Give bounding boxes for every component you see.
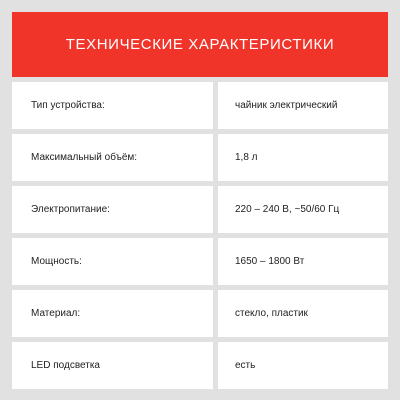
spec-row-max-volume <box>12 134 388 181</box>
spec-value: 1650 – 1800 Вт <box>218 238 388 285</box>
spec-label: LED подсветка <box>12 342 213 389</box>
spec-label: Материал: <box>12 290 213 337</box>
spec-row-power <box>12 238 388 285</box>
spec-row-device-type <box>12 82 388 129</box>
spec-row-power-supply <box>12 186 388 233</box>
spec-label: Мощность: <box>12 238 213 285</box>
spec-label: Тип устройства: <box>12 82 213 129</box>
spec-row-led-backlight <box>12 342 388 389</box>
spec-value: 220 – 240 В, ~50/60 Гц <box>218 186 388 233</box>
spec-value: есть <box>218 342 388 389</box>
spec-label: Максимальный объём: <box>12 134 213 181</box>
spec-row-material <box>12 290 388 337</box>
spec-label: Электропитание: <box>12 186 213 233</box>
spec-table <box>12 82 388 394</box>
spec-header-banner <box>12 12 388 77</box>
spec-value: чайник электрический <box>218 82 388 129</box>
spec-value: стекло, пластик <box>218 290 388 337</box>
spec-value: 1,8 л <box>218 134 388 181</box>
spec-title: ТЕХНИЧЕСКИЕ ХАРАКТЕРИСТИКИ <box>65 36 335 53</box>
